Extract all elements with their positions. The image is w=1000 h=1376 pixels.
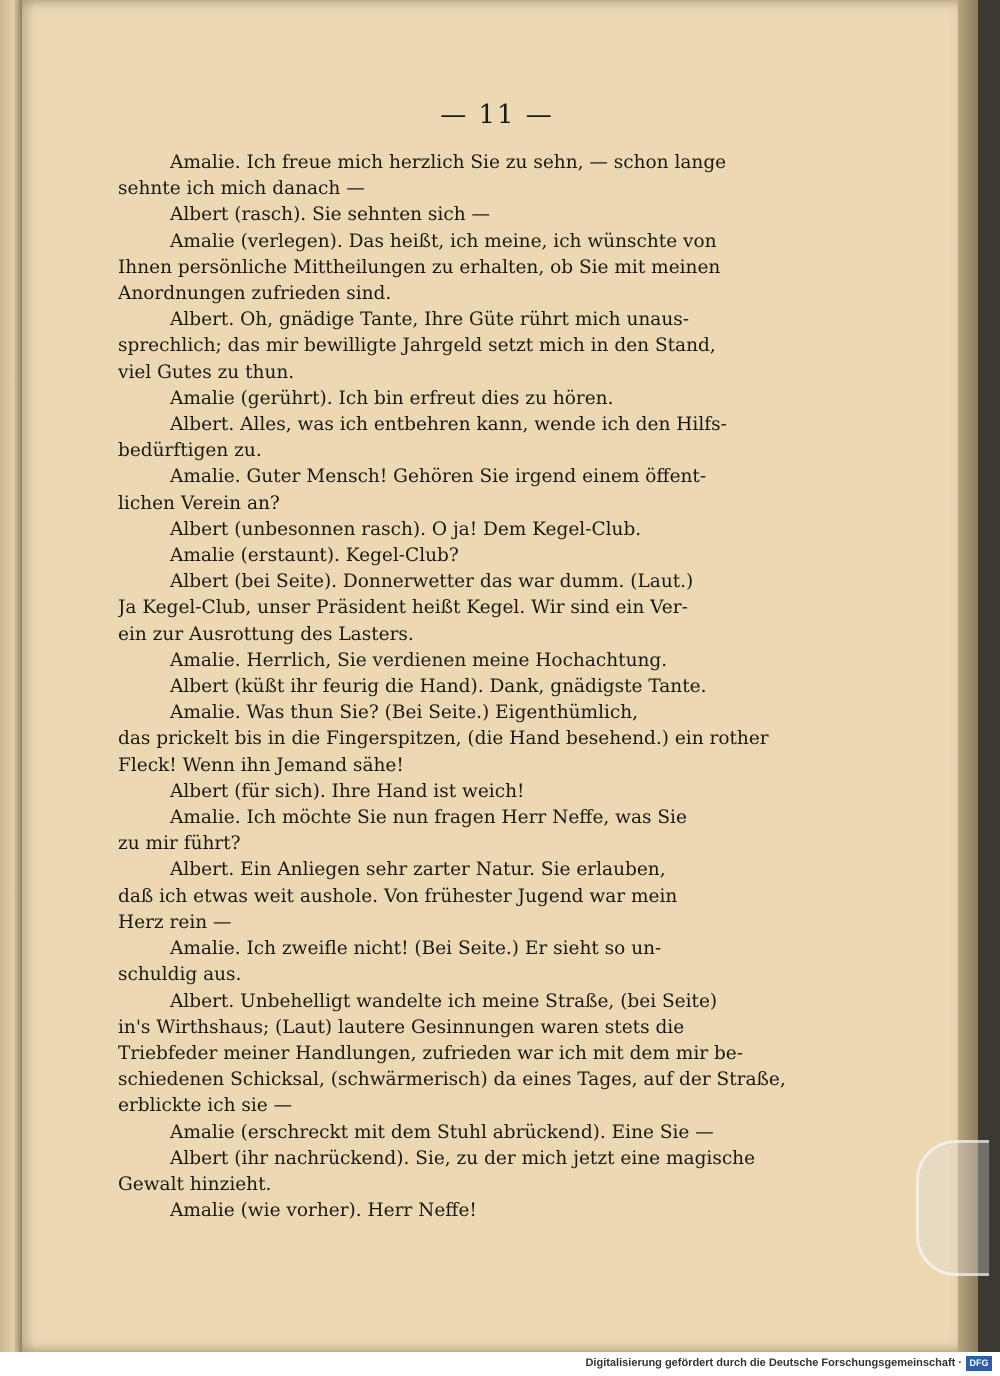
text-line: in's Wirthshaus; (Laut) lautere Gesinnungen waren stets die [118, 1016, 685, 1038]
text-line: Albert. Alles, was ich entbehren kann, wende ich den Hilfs- [170, 414, 727, 436]
text-line: ein zur Ausrottung des Lasters. [118, 623, 414, 645]
text-line: Albert. Unbehelligt wandelte ich meine Straße, (bei Seite) [170, 990, 718, 1012]
text-line: Albert (bei Seite). Donnerwetter das war dumm. (Laut.) [170, 571, 694, 593]
text-line: Amalie. Was thun Sie? (Bei Seite.) Eigenthümlich, [170, 702, 639, 724]
text-line: sehnte ich mich danach — [118, 178, 365, 200]
text-line: Fleck! Wenn ihn Jemand sähe! [118, 754, 404, 776]
text-line: Ja Kegel-Club, unser Präsident heißt Kegel. Wir sind ein Ver- [118, 597, 688, 619]
text-line: lichen Verein an? [118, 492, 280, 514]
text-line: Amalie. Ich möchte Sie nun fragen Herr Neffe, was Sie [170, 807, 687, 829]
text-line: Amalie (gerührt). Ich bin erfreut dies zu hören. [170, 387, 614, 409]
text-line: Amalie (erschreckt mit dem Stuhl abrückend). Eine Sie — [170, 1121, 714, 1143]
page-clip-icon [916, 1140, 989, 1276]
dfg-logo: DFG [966, 1356, 992, 1371]
text-line: schiedenen Schicksal, (schwärmerisch) da eines Tages, auf der Straße, [118, 1069, 786, 1091]
footer-bar [0, 1352, 1000, 1376]
text-line: viel Gutes zu thun. [118, 361, 295, 383]
text-line: das prickelt bis in die Fingerspitzen, (die Hand besehend.) ein rother [118, 728, 769, 750]
text-line: Gewalt hinzieht. [118, 1173, 272, 1195]
text-line: Herz rein — [118, 911, 232, 933]
text-line: Amalie. Ich freue mich herzlich Sie zu sehn, — schon lange [170, 152, 727, 173]
page-number: — 11 — [440, 100, 554, 130]
text-line: Albert. Oh, gnädige Tante, Ihre Güte rührt mich unaus- [170, 309, 689, 331]
text-line: Amalie (verlegen). Das heißt, ich meine, ich wünschte von [170, 230, 717, 252]
text-line: Ihnen persönliche Mittheilungen zu erhalten, ob Sie mit meinen [118, 256, 721, 278]
text-line: Albert (unbesonnen rasch). O ja! Dem Kegel-Club. [170, 518, 642, 540]
text-line: sprechlich; das mir bewilligte Jahrgeld setzt mich in den Stand, [118, 335, 716, 357]
previous-page-edge [0, 0, 22, 1352]
text-line: Albert (ihr nachrückend). Sie, zu der mich jetzt eine magische [170, 1147, 756, 1169]
text-line: Amalie. Guter Mensch! Gehören Sie irgend einem öffent- [170, 466, 707, 488]
text-line: schuldig aus. [118, 964, 242, 986]
text-line: Albert (rasch). Sie sehnten sich — [170, 204, 491, 226]
text-line: erblickte ich sie — [118, 1095, 293, 1117]
text-line: Triebfeder meiner Handlungen, zufrieden war ich mit dem mir be- [118, 1042, 744, 1064]
text-line: Amalie (erstaunt). Kegel-Club? [170, 545, 459, 567]
text-line: Amalie (wie vorher). Herr Neffe! [170, 1200, 477, 1222]
text-line: bedürftigen zu. [118, 440, 262, 462]
text-line: zu mir führt? [118, 833, 241, 855]
text-line: Anordnungen zufrieden sind. [118, 283, 392, 305]
text-line: Amalie. Herrlich, Sie verdienen meine Hochachtung. [170, 649, 668, 671]
text-line: daß ich etwas weit aushole. Von frühester Jugend war mein [118, 885, 678, 907]
text-line: Albert (küßt ihr feurig die Hand). Dank, gnädigste Tante. [170, 676, 707, 698]
book-page [22, 0, 972, 1352]
page-text [118, 150, 858, 1224]
text-line: Amalie. Ich zweifle nicht! (Bei Seite.) Er sieht so un- [170, 938, 662, 960]
footer-credit: Digitalisierung gefördert durch die Deutsche Forschungsgemeinschaft · [585, 1357, 962, 1369]
text-line: Albert. Ein Anliegen sehr zarter Natur. Sie erlauben, [170, 859, 666, 881]
text-line: Albert (für sich). Ihre Hand ist weich! [170, 780, 525, 802]
